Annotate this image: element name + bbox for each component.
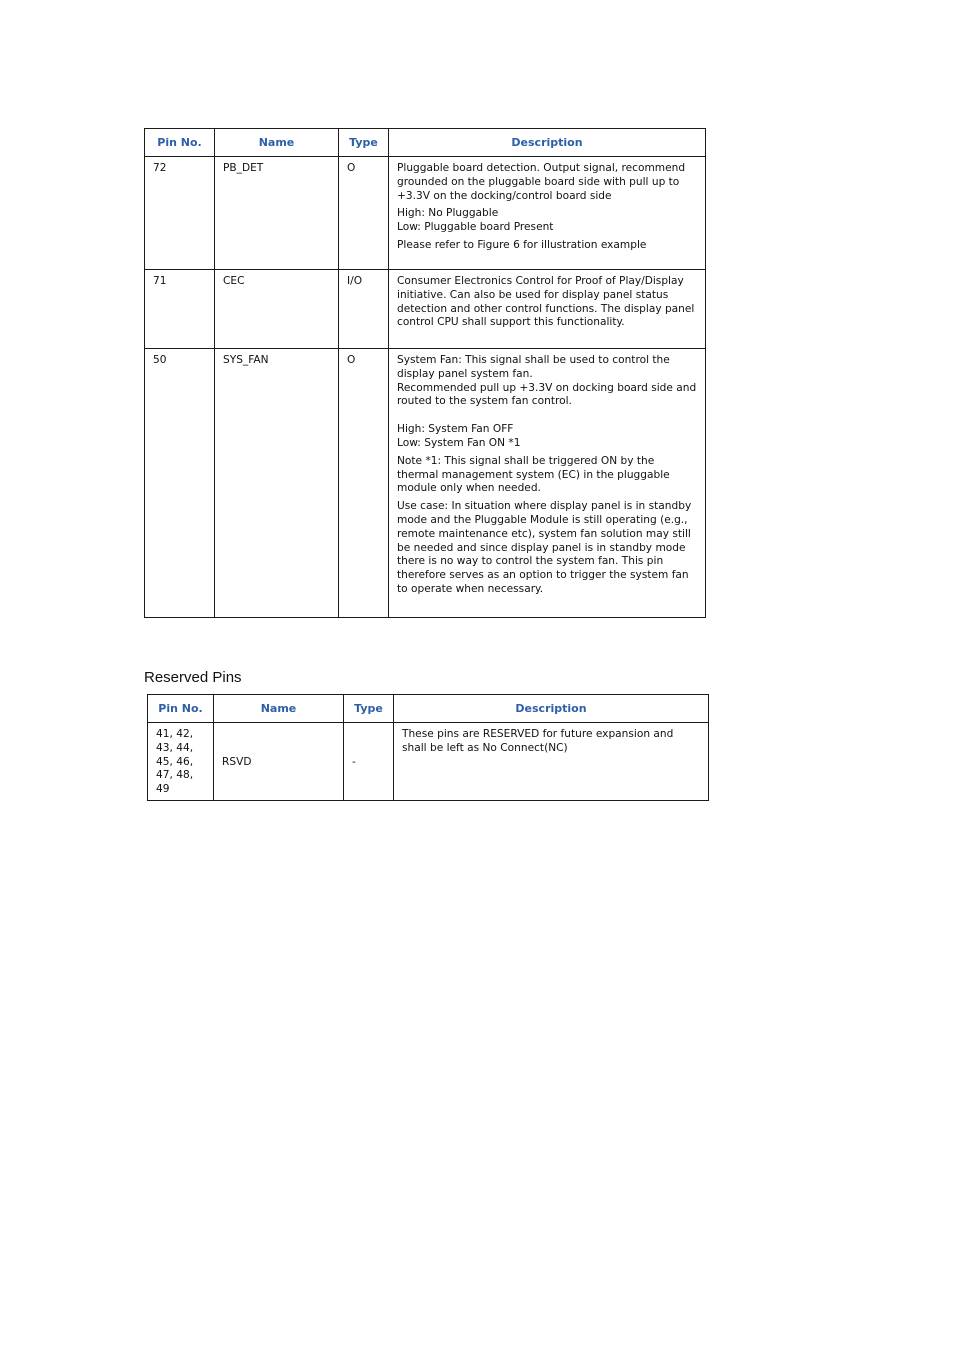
description-line: Low: System Fan ON *1 [397, 436, 521, 449]
pin-description-cell [389, 157, 706, 270]
pin-name-cell: SYS_FAN [215, 349, 339, 618]
type-header: Type [339, 129, 389, 157]
description-paragraph: Consumer Electronics Control for Proof of Play/Display initiative. Can also be used for display panel status detection and other control functions. The display panel control CPU shall support this functionality. [397, 275, 695, 329]
pin-number-cell: 71 [145, 270, 215, 349]
pin-number-cell: 41, 42, 43, 44, 45, 46, 47, 48, 49 [148, 723, 214, 801]
table-row [148, 723, 709, 801]
pin-no-header: Pin No. [145, 129, 215, 157]
spacer [397, 409, 697, 423]
name-header: Name [215, 129, 339, 157]
type-header: Type [344, 695, 394, 723]
pin-description-cell [389, 270, 706, 349]
reserved-pins-heading: Reserved Pins [144, 669, 242, 686]
description-line: Please refer to Figure 6 for illustration example [397, 238, 647, 251]
description-line: High: No Pluggable [397, 207, 499, 220]
description-paragraph: Pluggable board detection. Output signal, recommend grounded on the pluggable board side with pull up to +3.3V on the docking/control board side [397, 162, 686, 202]
description-header: Description [394, 695, 709, 723]
table-header-row [148, 695, 709, 723]
pin-description-table [144, 128, 706, 618]
table-row [145, 157, 706, 270]
description-note: Note *1: This signal shall be triggered ON by the thermal management system (EC) in the pluggable module only when needed. [397, 454, 670, 495]
description-paragraph: System Fan: This signal shall be used to control the display panel system fan. [397, 354, 670, 380]
pin-no-header: Pin No. [148, 695, 214, 723]
reserved-pins-table [147, 694, 709, 801]
pin-number-cell: 72 [145, 157, 215, 270]
table-row [145, 270, 706, 349]
table-header-row [145, 129, 706, 157]
pin-name-cell: PB_DET [215, 157, 339, 270]
table-row [145, 349, 706, 618]
pin-description-cell [389, 349, 706, 618]
description-line: High: System Fan OFF [397, 423, 514, 436]
pin-description-cell: These pins are RESERVED for future expansion and shall be left as No Connect(NC) [394, 723, 709, 801]
pin-name-cell: RSVD [214, 723, 344, 801]
description-paragraph: Recommended pull up +3.3V on docking board side and routed to the system fan control. [397, 381, 697, 408]
pin-type-cell: O [339, 157, 389, 270]
description-line: Low: Pluggable board Present [397, 221, 554, 234]
pin-type-cell: I/O [339, 270, 389, 349]
pin-type-cell: O [339, 349, 389, 618]
description-paragraph: Use case: In situation where display panel is in standby mode and the Pluggable Module is still operating (e.g., remote maintenance etc), system fan solution may still be needed and since display panel is in standby mode there is no way to control the system fan. This pin therefore serves as an option to trigger the system fan to operate when necessary. [397, 500, 692, 595]
description-header: Description [389, 129, 706, 157]
name-header: Name [214, 695, 344, 723]
pin-name-cell: CEC [215, 270, 339, 349]
pin-number-cell: 50 [145, 349, 215, 618]
pin-type-cell: - [344, 723, 394, 801]
